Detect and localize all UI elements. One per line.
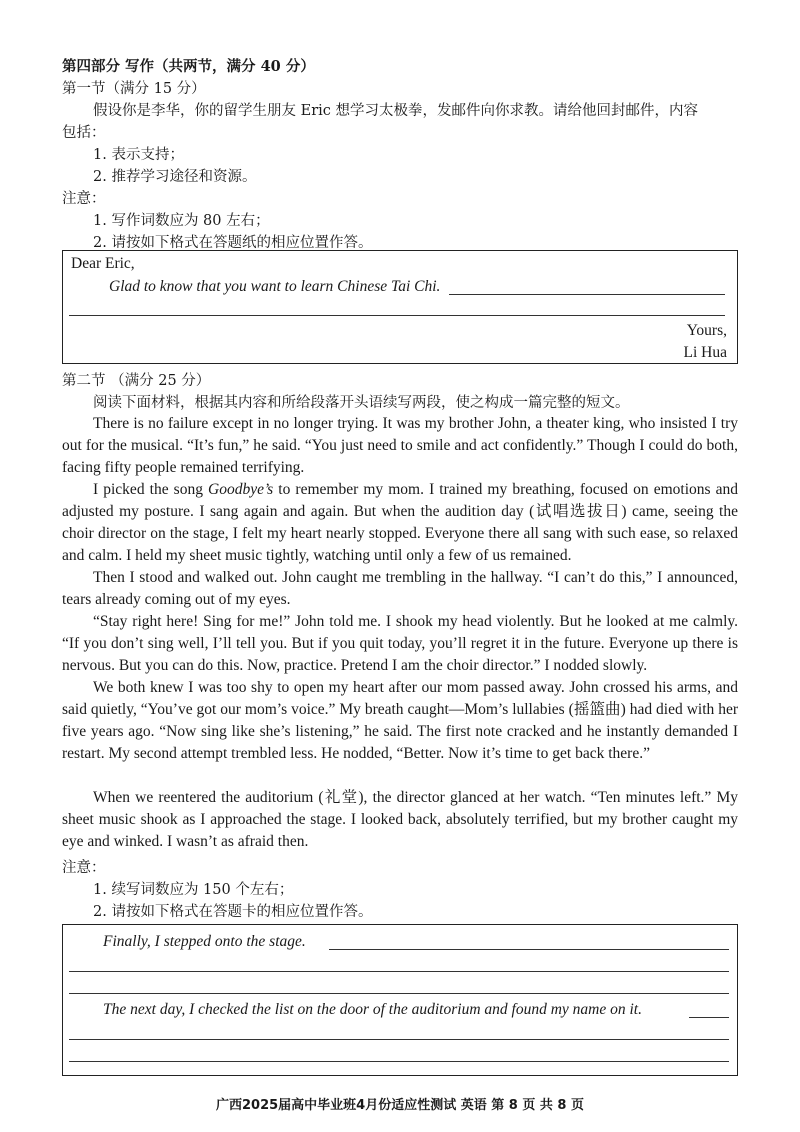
- story-paragraph-3-text: Then I stood and walked out. John caught me trembling in the hallway. “I can’t do this,” I announced, tears already coming out of my eyes.: [62, 569, 738, 608]
- continuation-answer-box: [62, 924, 738, 1076]
- answer-line-1: [329, 949, 729, 950]
- section1-prompt-line2: 包括：: [62, 125, 106, 141]
- section1-point-1: 1. 表示支持；: [93, 147, 184, 163]
- section1-point-2: 2. 推荐学习途径和资源。: [93, 169, 257, 185]
- story-paragraph-2: [62, 479, 738, 567]
- starter-sentence-1: Finally, I stepped onto the stage.: [103, 933, 306, 950]
- section1-note-2: 2. 请按如下格式在答题纸的相应位置作答。: [93, 235, 373, 251]
- section2-note-2: 2. 请按如下格式在答题卡的相应位置作答。: [93, 904, 373, 920]
- story-song-title: Goodbye’s: [208, 481, 274, 498]
- section1-heading: 第一节（满分 15 分）: [62, 81, 206, 97]
- story-paragraph-5: [62, 677, 738, 765]
- answer-line-3: [69, 993, 729, 994]
- story-paragraph-4: [62, 611, 738, 677]
- section2-notes-label: 注意：: [62, 860, 106, 876]
- letter-signature: Li Hua: [683, 344, 727, 361]
- page-footer: 广西2025届高中毕业班4月份适应性测试 英语 第 8 页 共 8 页: [216, 1098, 584, 1113]
- letter-salutation: Dear Eric,: [71, 255, 135, 272]
- letter-writing-line-2: [69, 315, 725, 316]
- letter-opening-line: Glad to know that you want to learn Chinese Tai Chi.: [109, 278, 441, 295]
- story-paragraph-4-text: “Stay right here! Sing for me!” John told me. I shook my head violently. But he looked at me calmly. “If you don’t sing well, I’ll tell you. But if you quit today, you’ll regret it in the future. Everyone up there is nervous. But you can do this. Now, practice. Pretend I am the choir director.” I nodded slowly.: [62, 613, 738, 674]
- section2-note-1: 1. 续写词数应为 150 个左右；: [93, 882, 294, 898]
- story-paragraph-3: [62, 567, 738, 611]
- letter-writing-line-1: [449, 294, 725, 295]
- section2-heading: 第二节 （满分 25 分）: [62, 373, 211, 389]
- letter-closing: Yours,: [686, 322, 727, 339]
- story-paragraph-5-text: We both knew I was too shy to open my heart after our mom passed away. John crossed his arms, and said quietly, “You’ve got our mom’s voice.” My breath caught—Mom’s lullabies (摇篮曲) had died with her five years ago. “Now sing like she’s listening,” he said. The first note cracked and he instantly demanded I restart. My second attempt trembled less. He nodded, “Better. Now it’s time to get back there.”: [62, 679, 738, 762]
- answer-line-4: [689, 1017, 729, 1018]
- letter-answer-box: [62, 250, 738, 364]
- answer-line-5: [69, 1039, 729, 1040]
- story-paragraph-6: [62, 787, 738, 853]
- story-paragraph-6-text: When we reentered the auditorium (礼堂), the director glanced at her watch. “Ten minutes left.” My sheet music shook as I approached the stage. I looked back, absolutely terrified, but my brother caught my eye and winked. I wasn’t as afraid then.: [62, 789, 738, 850]
- section1-note-1: 1. 写作词数应为 80 左右；: [93, 213, 270, 229]
- story-paragraph-2-before: I picked the song: [93, 481, 209, 498]
- section2-instruction: 阅读下面材料，根据其内容和所给段落开头语续写两段，使之构成一篇完整的短文。: [93, 395, 630, 411]
- story-paragraph-1-text: There is no failure except in no longer trying. It was my brother John, a theater king, who insisted I try out for the musical. “It’s fun,” he said. “You just need to smile and act confidently.” Though I could do both, facing fifty people remained terrifying.: [62, 415, 738, 476]
- part4-heading: 第四部分 写作（共两节，满分 40 分）: [62, 58, 315, 75]
- section1-prompt-line1: 假设你是李华，你的留学生朋友 Eric 想学习太极拳，发邮件向你求教。请给他回封邮件，内容: [93, 103, 698, 119]
- section1-notes-label: 注意：: [62, 191, 106, 207]
- starter-sentence-2: The next day, I checked the list on the door of the auditorium and found my name on it.: [103, 1001, 642, 1018]
- story-paragraph-1: [62, 413, 738, 479]
- answer-line-2: [69, 971, 729, 972]
- answer-line-6: [69, 1061, 729, 1062]
- story-paragraph-2-after: to remember my mom. I trained my breathing, focused on emotions and adjusted my posture. I sang again and again. But when the audition day (试唱选拔日) came, seeing the choir director on the stage, I felt my heart nearly stopped. Everyone there all sang with such ease, so relaxed and calm. I held my sheet music tightly, watching until only a few of us remained.: [62, 481, 738, 564]
